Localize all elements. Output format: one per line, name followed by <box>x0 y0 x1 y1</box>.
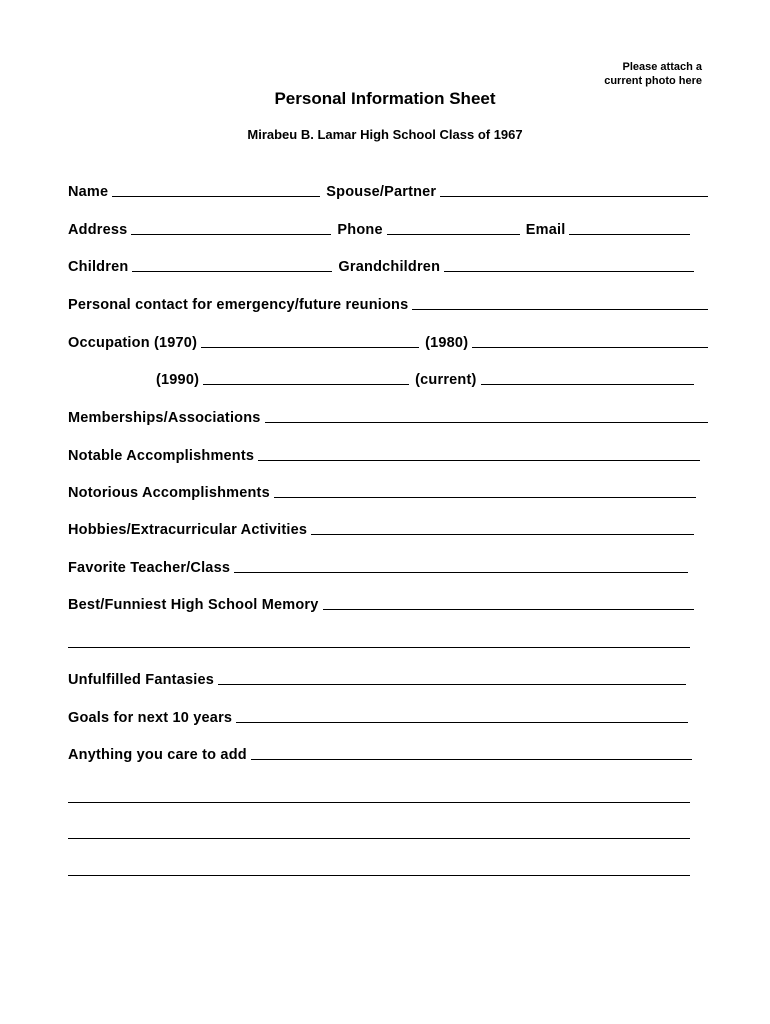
phone-field[interactable] <box>387 233 520 235</box>
page-title: Personal Information Sheet <box>274 89 496 108</box>
occupation-1990-label: (1990) <box>156 372 200 388</box>
emergency-label: Personal contact for emergency/future reunions <box>68 297 409 313</box>
children-field[interactable] <box>132 270 332 272</box>
spouse-label: Spouse/Partner <box>326 184 437 200</box>
memory-field[interactable] <box>323 608 694 610</box>
blank-line-3[interactable] <box>68 874 690 876</box>
photo-note-line-2: current photo here <box>604 75 702 87</box>
occupation-1980-label: (1980) <box>425 335 469 351</box>
address-label: Address <box>68 222 128 238</box>
name-field[interactable] <box>112 195 320 197</box>
memory-label: Best/Funniest High School Memory <box>68 597 319 613</box>
notorious-label: Notorious Accomplishments <box>68 485 270 501</box>
teacher-field[interactable] <box>234 571 688 573</box>
occupation-1970-field[interactable] <box>201 346 419 348</box>
notable-label: Notable Accomplishments <box>68 448 255 464</box>
memory-continued-field[interactable] <box>68 646 690 648</box>
hobbies-field[interactable] <box>311 533 694 535</box>
email-label: Email <box>525 222 566 238</box>
email-field[interactable] <box>569 233 690 235</box>
address-field[interactable] <box>131 233 331 235</box>
row-address-phone-email <box>68 218 708 238</box>
anything-label: Anything you care to add <box>68 747 247 763</box>
hobbies-label: Hobbies/Extracurricular Activities <box>68 522 308 538</box>
occupation-1980-field[interactable] <box>472 346 708 348</box>
memberships-field[interactable] <box>265 421 708 423</box>
occupation-1970-label: Occupation (1970) <box>68 335 198 351</box>
emergency-field[interactable] <box>412 308 708 310</box>
occupation-1990-field[interactable] <box>203 383 409 385</box>
photo-attach-note <box>604 60 702 88</box>
row-goals <box>68 706 688 726</box>
row-anything <box>68 743 692 763</box>
row-occupation-2 <box>156 368 694 388</box>
phone-label: Phone <box>337 222 383 238</box>
fantasies-field[interactable] <box>218 683 686 685</box>
page-subtitle: Mirabeu B. Lamar High School Class of 1967 <box>247 127 523 142</box>
row-hobbies <box>68 518 694 538</box>
photo-note-line-1: Please attach a <box>622 61 702 73</box>
row-name-spouse <box>68 180 708 200</box>
name-label: Name <box>68 184 109 200</box>
blank-line-2[interactable] <box>68 837 690 839</box>
grandchildren-label: Grandchildren <box>338 259 441 275</box>
memberships-label: Memberships/Associations <box>68 410 261 426</box>
row-notable <box>68 444 700 464</box>
notorious-field[interactable] <box>274 496 696 498</box>
row-emergency <box>68 293 708 313</box>
row-blank-1 <box>68 786 690 806</box>
children-label: Children <box>68 259 129 275</box>
row-memberships <box>68 406 708 426</box>
goals-label: Goals for next 10 years <box>68 710 233 726</box>
fantasies-label: Unfulfilled Fantasies <box>68 672 214 688</box>
anything-field[interactable] <box>251 758 692 760</box>
notable-field[interactable] <box>258 459 700 461</box>
goals-field[interactable] <box>236 721 688 723</box>
row-children <box>68 255 708 275</box>
grandchildren-field[interactable] <box>444 270 694 272</box>
row-notorious <box>68 481 696 501</box>
blank-line-1[interactable] <box>68 801 690 803</box>
row-occupation-1 <box>68 331 708 351</box>
row-memory-continued <box>68 631 690 651</box>
row-blank-2 <box>68 822 690 842</box>
occupation-current-label: (current) <box>415 372 477 388</box>
row-memory <box>68 593 694 613</box>
teacher-label: Favorite Teacher/Class <box>68 560 231 576</box>
row-blank-3 <box>68 859 690 879</box>
row-teacher <box>68 556 688 576</box>
occupation-current-field[interactable] <box>481 383 694 385</box>
spouse-field[interactable] <box>440 195 708 197</box>
row-fantasies <box>68 668 686 688</box>
